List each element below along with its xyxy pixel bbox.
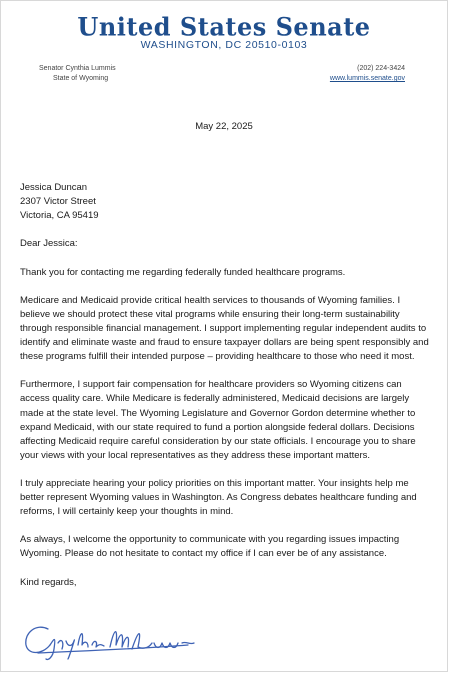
letterhead-address: WASHINGTON, DC 20510-0103 (140, 39, 308, 51)
sender-block (39, 64, 116, 84)
recipient-city: Victoria, CA 95419 (20, 210, 99, 222)
paragraph: I truly appreciate hearing your policy priorities on this important matter. Your insights help me better represent Wyoming values in Washington. As Congress debates healthcare funding and reforms, I will certainly keep your thoughts in mind. (20, 477, 417, 518)
closing: Kind regards, (20, 576, 77, 588)
paragraph: As always, I welcome the opportunity to communicate with you regarding issues impacting Wyoming. Please do not hesitate to contact my office if I can ever be of any assistance. (20, 534, 400, 560)
contact-website-link[interactable]: www.lummis.senate.gov (329, 75, 405, 82)
handwritten-signature (18, 615, 198, 663)
recipient-name: Jessica Duncan (20, 182, 88, 193)
paragraph: Furthermore, I support fair compensation for healthcare providers so Wyoming citizens can access quality care. While Medicare is federally administered, Medicaid decisions are largely made at the state level. The Wyoming Legislature and Governor Gordon determine whether to expand Medicaid, with our state required to fund a portion alongside federal dollars. Decisions affecting Medicaid require careful consideration by our state officials. I encourage you to share your views with your local representatives as they address these important matters. (20, 379, 416, 461)
sender-name: Senator Cynthia Lummis (39, 65, 116, 72)
contact-phone: (202) 224-3424 (357, 65, 405, 72)
letter-body (20, 181, 432, 590)
contact-block (330, 64, 405, 84)
letter-date: May 22, 2025 (195, 121, 253, 132)
salutation: Dear Jessica: (20, 238, 78, 250)
letterhead (1, 13, 447, 51)
recipient-street: 2307 Victor Street (20, 196, 96, 208)
recipient-address (20, 181, 432, 223)
paragraph: Medicare and Medicaid provide critical health services to thousands of Wyoming families. I believe we should protect these vital programs while ensuring their long-term sustainability through responsible financial management. I support implementing regular independent audits to identify and eliminate waste and fraud to ensure taxpayer dollars are being spent responsibly and these programs fulfill their intended purpose – providing healthcare to those who need it most. (20, 294, 429, 363)
letterhead-title: United States Senate (77, 11, 371, 42)
sender-state: State of Wyoming (53, 75, 109, 82)
paragraph: Thank you for contacting me regarding federally funded healthcare programs. (20, 266, 346, 278)
